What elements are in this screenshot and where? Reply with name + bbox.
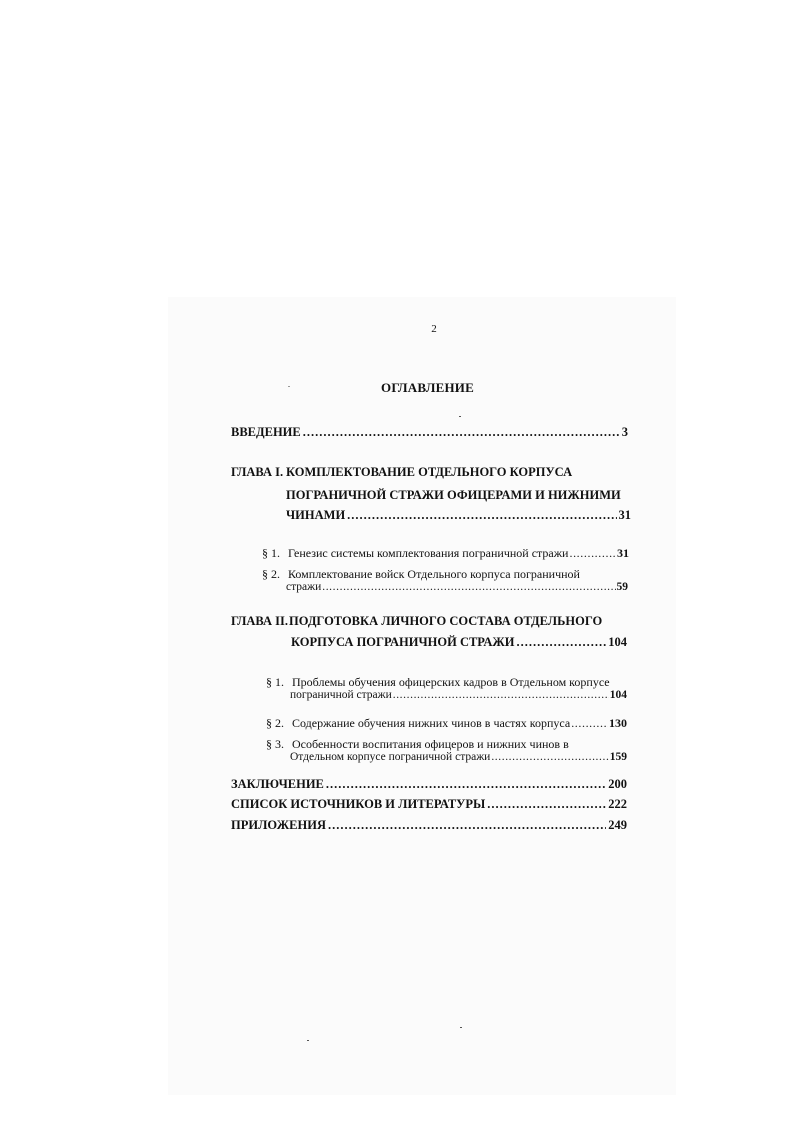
section-number: § 2.: [266, 716, 284, 730]
leader-dots: [393, 689, 609, 701]
toc-entry-label: ПРИЛОЖЕНИЯ: [231, 818, 326, 832]
section-title-cont: стражи: [286, 581, 322, 593]
toc-entry-conclusion[interactable]: [231, 777, 627, 792]
section-page: 104: [609, 689, 627, 701]
section-page: 159: [609, 751, 627, 763]
toc-entry-label: КОРПУСА ПОГРАНИЧНОЙ СТРАЖИ: [291, 635, 515, 649]
section-title-cont: пограничной стражи: [290, 689, 392, 701]
section-title: Содержание обучения нижних чинов в частях корпуса: [292, 716, 571, 730]
leader-dots: [569, 546, 616, 561]
toc-heading: ОГЛАВЛЕНИЕ: [381, 380, 474, 395]
chapter1-title-line2[interactable]: ПОГРАНИЧНОЙ СТРАЖИ ОФИЦЕРАМИ И НИЖНИМИ: [286, 488, 621, 502]
toc-entry-chapter2[interactable]: [291, 635, 627, 650]
toc-entry-appendix[interactable]: [231, 818, 627, 833]
toc-section-2-1-cont[interactable]: [290, 689, 627, 701]
leader-dots: [322, 581, 615, 593]
section-title: Комплектование войск Отдельного корпуса пограничной: [288, 567, 580, 581]
section-title: Генезис системы комплектования пограничной стражи: [288, 546, 569, 560]
toc-section-1-1[interactable]: [262, 546, 629, 561]
scan-speck: [307, 1040, 309, 1041]
section-page: 59: [616, 581, 628, 593]
section-number: § 1.: [266, 675, 284, 689]
toc-entry-label: ЧИНАМИ: [286, 508, 346, 522]
section-number: § 3.: [266, 737, 284, 751]
toc-entry-label: ВВЕДЕНИЕ: [231, 425, 301, 439]
chapter1-title-line1[interactable]: КОМПЛЕКТОВАНИЕ ОТДЕЛЬНОГО КОРПУСА: [286, 465, 573, 479]
section-number: § 1.: [262, 546, 280, 560]
chapter2-prefix: ГЛАВА II.: [231, 614, 288, 628]
chapter1-prefix: ГЛАВА I.: [231, 465, 284, 479]
section-title: Проблемы обучения офицерских кадров в Отдельном корпусе: [292, 675, 610, 689]
section-page: 130: [609, 716, 627, 730]
toc-section-2-2[interactable]: [266, 716, 627, 731]
section-title-cont: Отдельном корпусе пограничной стражи: [290, 751, 491, 763]
leader-dots: [571, 716, 608, 731]
scan-speck: [460, 1027, 462, 1028]
scan-speck: [288, 386, 290, 387]
section-number: § 2.: [262, 567, 280, 581]
leader-dots: [347, 508, 616, 523]
toc-entry-page: 104: [608, 635, 627, 649]
toc-entry-intro[interactable]: [231, 425, 628, 440]
leader-dots: [487, 797, 606, 812]
toc-section-1-2[interactable]: [262, 567, 580, 582]
toc-section-2-3-cont[interactable]: [290, 751, 627, 763]
toc-entry-chapter1[interactable]: [286, 508, 631, 523]
page-number: 2: [431, 323, 437, 335]
toc-entry-page: 3: [621, 425, 628, 439]
toc-entry-label: СПИСОК ИСТОЧНИКОВ И ЛИТЕРАТУРЫ: [231, 797, 486, 811]
chapter2-title-line1[interactable]: ПОДГОТОВКА ЛИЧНОГО СОСТАВА ОТДЕЛЬНОГО: [289, 614, 603, 628]
leader-dots: [328, 818, 606, 833]
toc-entry-page: 200: [608, 777, 627, 791]
section-page: 31: [617, 546, 629, 560]
leader-dots: [516, 635, 606, 650]
toc-entry-page: 222: [608, 797, 627, 811]
section-title: Особенности воспитания офицеров и нижних чинов в: [292, 737, 569, 751]
toc-section-2-3[interactable]: [266, 737, 569, 752]
scan-speck: [459, 416, 461, 417]
leader-dots: [326, 777, 606, 792]
toc-entry-label: ЗАКЛЮЧЕНИЕ: [231, 777, 324, 791]
toc-section-1-2-cont[interactable]: [286, 581, 628, 593]
toc-entry-page: 31: [618, 508, 631, 522]
leader-dots: [491, 751, 608, 763]
toc-entry-sources[interactable]: [231, 797, 627, 812]
toc-entry-page: 249: [608, 818, 627, 832]
toc-section-2-1[interactable]: [266, 675, 610, 690]
leader-dots: [303, 425, 620, 440]
